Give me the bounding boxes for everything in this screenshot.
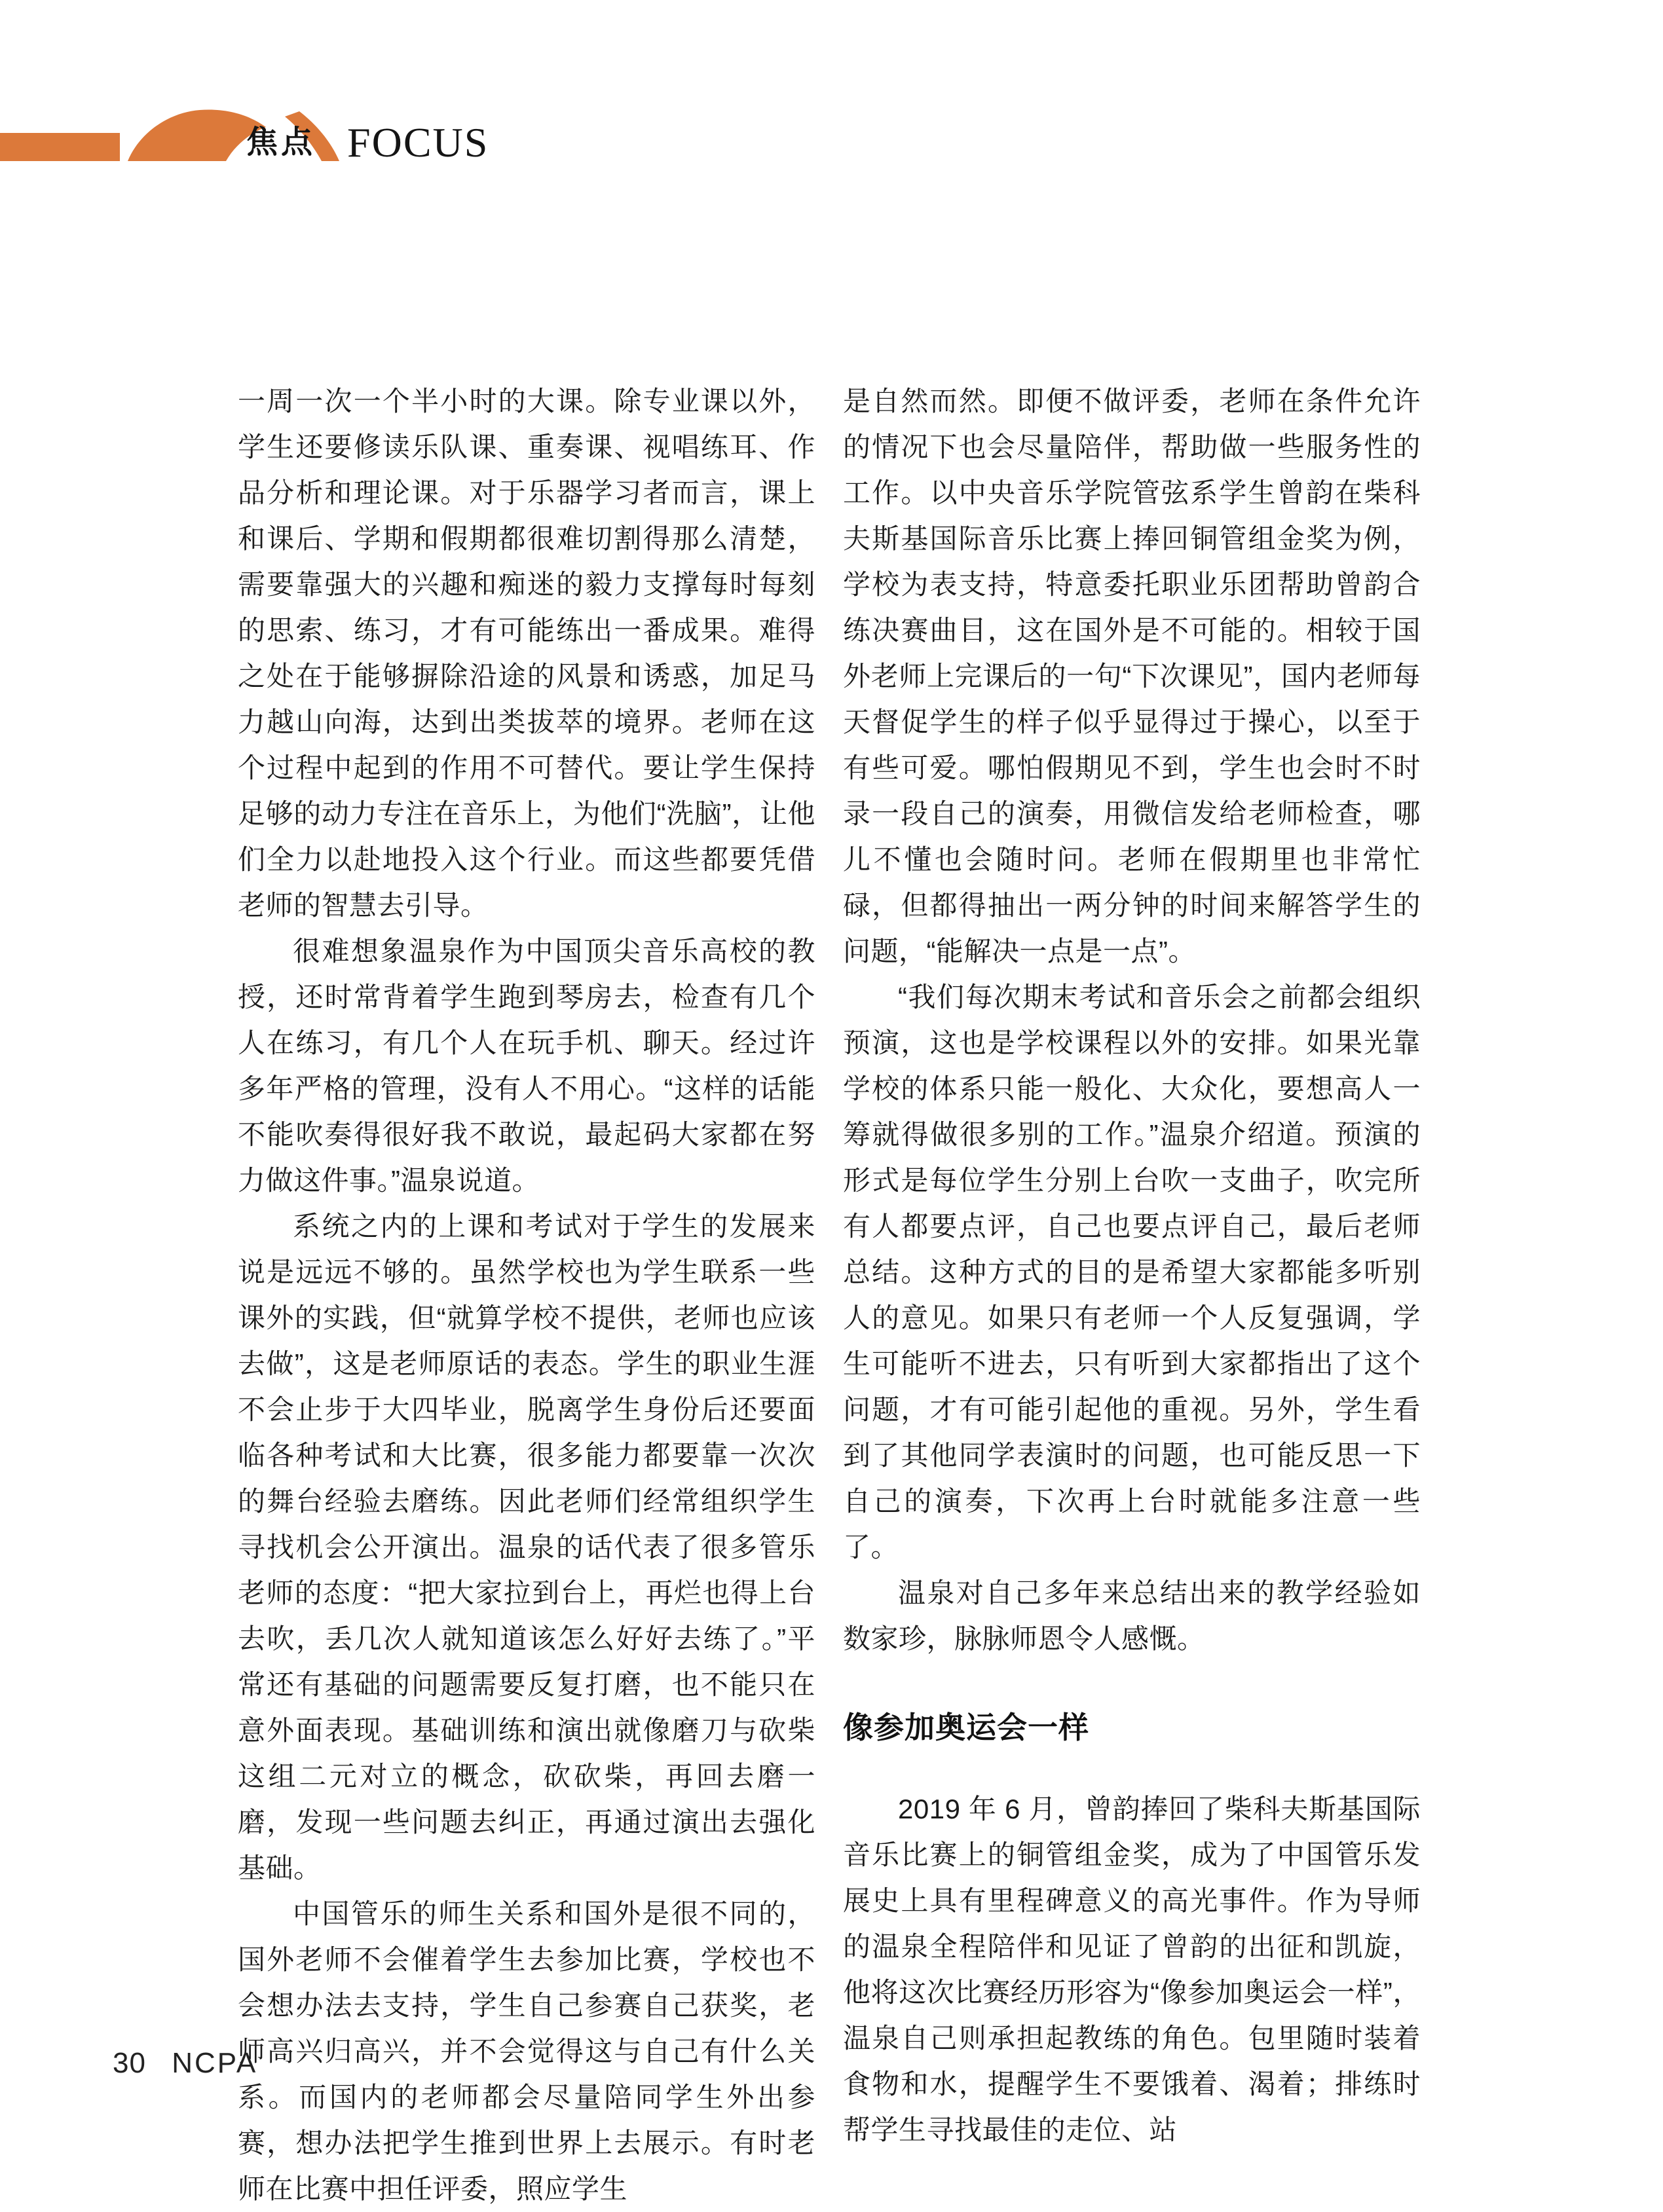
body-paragraph: 2019 年 6 月，曾韵捧回了柴科夫斯基国际音乐比赛上的铜管组金奖，成为了中国管乐发展史上具有里程碑意义的高光事件。作为导师的温泉全程陪伴和见证了曾韵的出征和凯旋，他将这次比赛经历形容为“像参加奥运会一样”，温泉自己则承担起教练的角色。包里随时装着食物和水，提醒学生不要饿着、渴着；排练时帮学生寻找最佳的走位、站 (843, 1794, 1421, 2145)
body-paragraph: 系统之内的上课和考试对于学生的发展来说是远远不够的。虽然学校也为学生联系一些课外的实践，但“就算学校不提供，老师也应该去做”，这是老师原话的表态。学生的职业生涯不会止步于大四毕业，脱离学生身份后还要面临各种考试和大比赛，很多能力都要靠一次次的舞台经验去磨练。因此老师们经常组织学生寻找机会公开演出。温泉的话代表了很多管乐老师的态度：“把大家拉到台上，再烂也得上台去吹，丢几次人就知道该怎么好好去练了。”平常还有基础的问题需要反复打磨，也不能只在意外面表现。基础训练和演出就像磨刀与砍柴这组二元对立的概念，砍砍柴，再回去磨一磨，发现一些问题去纠正，再通过演出去强化基础。 (238, 1211, 815, 1883)
body-paragraph: 是自然而然。即便不做评委，老师在条件允许的情况下也会尽量陪伴，帮助做一些服务性的工作。以中央音乐学院管弦系学生曾韵在柴科夫斯基国际音乐比赛上捧回铜管组金奖为例，学校为表支持，特意委托职业乐团帮助曾韵合练决赛曲目，这在国外是不可能的。相较于国外老师上完课后的一句“下次课见”，国内老师每天督促学生的样子似乎显得过于操心，以至于有些可爱。哪怕假期见不到，学生也会时不时录一段自己的演奏，用微信发给老师检查，哪儿不懂也会随时问。老师在假期里也非常忙碌，但都得抽出一两分钟的时间来解答学生的问题，“能解决一点是一点”。 (843, 386, 1421, 967)
section-heading: 像参加奥运会一样 (843, 1710, 1089, 1744)
page-footer (113, 2047, 257, 2080)
section-tag-english: FOCUS (347, 119, 489, 166)
body-paragraph: 很难想象温泉作为中国顶尖音乐高校的教授，还时常背着学生跑到琴房去，检查有几个人在练习，有几个人在玩手机、聊天。经过许多年严格的管理，没有人不用心。“这样的话能不能吹奏得很好我不敢说，最起码大家都在努力做这件事。”温泉说道。 (238, 936, 815, 1196)
body-paragraph: 中国管乐的师生关系和国外是很不同的，国外老师不会催着学生去参加比赛，学校也不会想办法去支持，学生自己参赛自己获奖，老师高兴归高兴，并不会觉得这与自己有什么关系。而国内的老师都会尽量陪同学生外出参赛，想办法把学生推到世界上去展示。有时老师在比赛中担任评委，照应学生 (238, 1898, 815, 2204)
body-paragraph: “我们每次期末考试和音乐会之前都会组织预演，这也是学校课程以外的安排。如果光靠学校的体系只能一般化、大众化，要想高人一筹就得做很多别的工作。”温泉介绍道。预演的形式是每位学生分别上台吹一支曲子，吹完所有人都要点评，自己也要点评自己，最后老师总结。这种方式的目的是希望大家都能多听别人的意见。如果只有老师一个人反复强调，学生可能听不进去，只有听到大家都指出了这个问题，才有可能引起他的重视。另外，学生看到了其他同学表演时的问题，也可能反思一下自己的演奏，下次再上台时就能多注意一些了。 (843, 982, 1421, 1562)
body-paragraph: 温泉对自己多年来总结出来的教学经验如数家珍，脉脉师恩令人感慨。 (843, 1577, 1421, 1654)
body-paragraph: 一周一次一个半小时的大课。除专业课以外，学生还要修读乐队课、重奏课、视唱练耳、作品分析和理论课。对于乐器学习者而言，课上和课后、学期和假期都很难切割得那么清楚，需要靠强大的兴趣和痴迷的毅力支撑每时每刻的思索、练习，才有可能练出一番成果。难得之处在于能够摒除沿途的风景和诱惑，加足马力越山向海，达到出类拔萃的境界。老师在这个过程中起到的作用不可替代。要让学生保持足够的动力专注在音乐上，为他们“洗脑”，让他们全力以赴地投入这个行业。而这些都要凭借老师的智慧去引导。 (238, 386, 815, 921)
right-column (843, 378, 1421, 2153)
section-tag-chinese: 焦点 (246, 125, 316, 160)
page-number: 30 (113, 2047, 146, 2079)
left-column (238, 378, 815, 2212)
magazine-name: NCPA (172, 2047, 258, 2079)
header-orange-bar (0, 133, 120, 161)
